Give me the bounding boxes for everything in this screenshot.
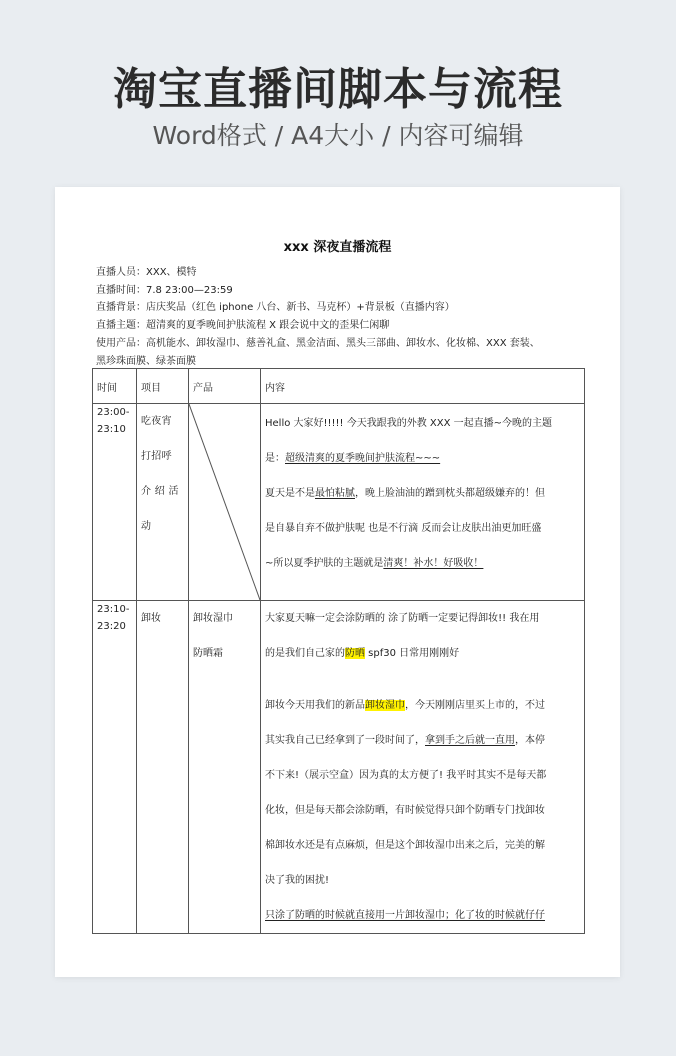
content-line: 只涂了防晒的时候就直接用一片卸妆湿巾；化了妆的时候就仔仔: [265, 910, 545, 921]
script-table: [92, 368, 585, 934]
content-text: ，今天刚刚店里买上市的，不过: [405, 700, 545, 711]
diagonal-slash: [189, 404, 260, 600]
content-line: [265, 636, 580, 671]
keyword-underlined: 最怕粘腻: [315, 488, 355, 499]
row2-time-end: 23:20: [97, 621, 126, 632]
content-text: 夏天是不是: [265, 488, 315, 499]
highlighted-keyword: 卸妆湿巾: [365, 700, 405, 711]
header-item: 项目: [137, 369, 189, 404]
meta-products: 使用产品：高机能水、卸妆湿巾、慈善礼盒、黑金洁面、黑头三部曲、卸妆水、化妆棉、XXX 套装、: [96, 337, 540, 349]
row2-product-line: 防晒霜: [193, 648, 223, 659]
header-product: 产品: [189, 369, 261, 404]
row1-item: [137, 404, 189, 601]
content-text: 卸妆今天用我们的新品: [265, 700, 365, 711]
row1-item-line: 吃夜宵: [141, 416, 172, 427]
content-line: 决了我的困扰!: [265, 875, 330, 886]
row1-item-line: 动: [141, 521, 152, 532]
content-text: spf30 日常用刚刚好: [365, 648, 460, 659]
meta-background: 直播背景：店庆奖品（红色 iphone 八台、新书、马克杯）+背景板（直播内容）: [96, 302, 455, 314]
meta-time: 直播时间：7.8 23:00—23:59: [96, 284, 233, 296]
row1-time-end: 23:10: [97, 424, 126, 435]
document-title: xxx 深夜直播流程: [283, 240, 392, 255]
row2-time-start: 23:10-: [97, 604, 130, 615]
highlighted-keyword: 防晒: [345, 648, 365, 659]
row1-item-line: 打招呼: [141, 451, 172, 462]
content-line: [265, 723, 580, 758]
blank-line: [265, 671, 580, 688]
content-line: [265, 441, 580, 476]
content-text: 是：: [265, 453, 285, 464]
row1-time-start: 23:00-: [97, 407, 130, 418]
meta-theme: 直播主题：超清爽的夏季晚间护肤流程 X 跟会说中文的歪果仁闲聊: [96, 320, 390, 332]
content-line: Hello 大家好!!!!! 今天我跟我的外教 XXX 一起直播~今晚的主题: [265, 418, 553, 429]
keyword-underlined: 清爽！补水！好吸收！: [383, 558, 484, 569]
meta-products-cont: 黑珍珠面膜、绿茶面膜: [96, 355, 196, 367]
page-subtitle: Word格式 / A4大小 / 内容可编辑: [152, 121, 524, 150]
content-text: 其实我自己已经拿到了一段时间了，: [265, 735, 425, 746]
row2-time: [93, 601, 137, 934]
row1-item-line: 介 绍 活: [141, 486, 179, 497]
content-line: [265, 688, 580, 723]
row2-product-line: 卸妆湿巾: [193, 613, 233, 624]
row1-time: [93, 404, 137, 601]
header-content: 内容: [261, 369, 585, 404]
page-title: 淘宝直播间脚本与流程: [113, 64, 563, 115]
content-line: 化妆，但是每天都会涂防晒，有时候觉得只卸个防晒专门找卸妆: [265, 805, 545, 816]
row2-content: [261, 601, 585, 934]
row2-item-line: 卸妆: [141, 613, 161, 624]
content-text: 的是我们自己家的: [265, 648, 345, 659]
theme-underlined: 超级清爽的夏季晚间护肤流程~~~: [285, 453, 441, 464]
row1-content: [261, 404, 585, 601]
row2-product: [189, 601, 261, 934]
meta-staff: 直播人员：XXX、模特: [96, 267, 197, 278]
content-text: ~所以夏季护肤的主题就是: [265, 558, 384, 569]
content-line: 不下来!（展示空盒）因为真的太方便了! 我平时其实不是每天都: [265, 770, 547, 781]
header-time: 时间: [93, 369, 137, 404]
row1-product-empty: [189, 404, 261, 601]
table-row: [93, 601, 585, 934]
row2-item: [137, 601, 189, 934]
content-text: ，晚上脸油油的蹭到枕头都超级嫌弃的！但: [355, 488, 545, 499]
table-header-row: [93, 369, 585, 404]
content-line: [265, 476, 580, 511]
content-line: 是自暴自弃不做护肤呢 也是不行滴 反而会让皮肤出油更加旺盛: [265, 523, 542, 534]
document-meta: [96, 264, 586, 370]
document-page: [55, 187, 620, 977]
content-line: 大家夏天嘛一定会涂防晒的 涂了防晒一定要记得卸妆!! 我在用: [265, 613, 540, 624]
content-line: [265, 546, 580, 581]
keyword-underlined: 拿到手之后就一直用: [425, 735, 515, 746]
content-line: 棉卸妆水还是有点麻烦，但是这个卸妆湿巾出来之后，完美的解: [265, 840, 545, 851]
table-row: [93, 404, 585, 601]
content-text: ，本停: [515, 735, 545, 746]
